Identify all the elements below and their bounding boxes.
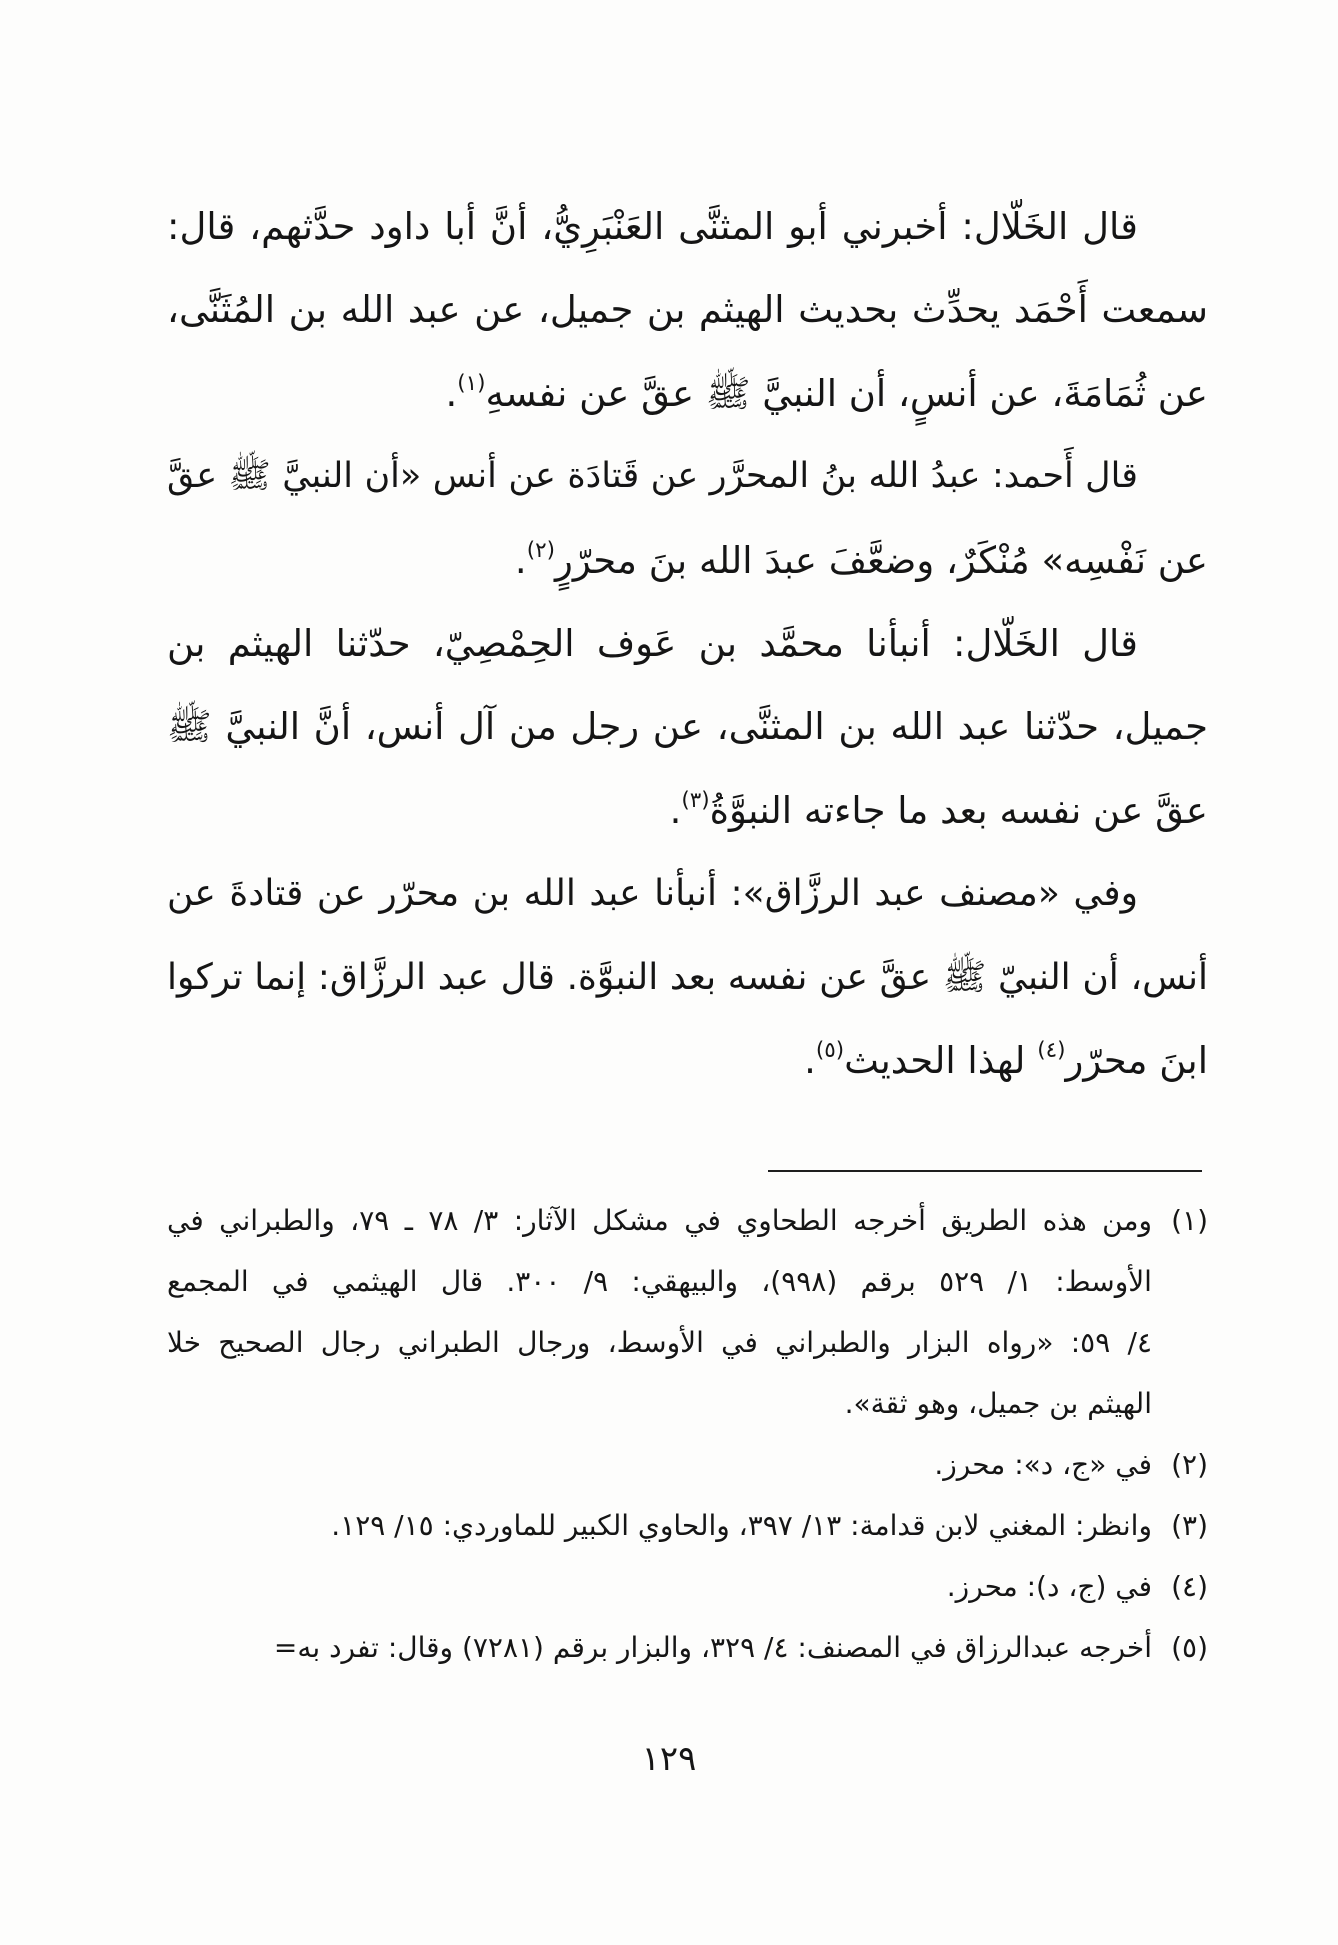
footnote-ref: (١) — [457, 370, 486, 396]
text-line: عن نَفْسِه» مُنْكَرٌ، وضعَّفَ عبدَ الله بنَ محرّرٍ$^{(٢)}$. — [514, 537, 1208, 582]
footnote-line: في (ج، د): محرز. — [946, 1570, 1152, 1603]
text-line: وفي «مصنف عبد الرزَّاق»: أنبأنا عبد الله بن محرّر عن قتادةَ عن — [167, 873, 1138, 915]
paragraph — [167, 602, 1208, 852]
footnote-body — [136, 1617, 1152, 1678]
text-line: سمعت أَحْمَد يحدِّث بحديث الهيثم بن جميل، عن عبد الله بن المُثَنَّى، — [167, 288, 1208, 332]
paragraph — [167, 435, 1208, 602]
footnote-separator — [768, 1170, 1202, 1172]
footnote-body — [167, 1495, 1152, 1556]
footnote-line: ٤/ ٥٩: «رواه البزار والطبراني في الأوسط، ورجال الطبراني رجال الصحيح خلا — [167, 1326, 1152, 1359]
footnote — [167, 1434, 1208, 1495]
footnote — [167, 1617, 1208, 1678]
text-line: قال الخَلّال: أخبرني أبو المثنَّى العَنْبَرِيُّ، أنَّ أبا داود حدَّثهم، قال: — [167, 205, 1138, 248]
footnote-body — [167, 1556, 1152, 1617]
footnote-ref: (٥) — [815, 1037, 845, 1063]
paragraph — [167, 852, 1208, 1102]
footnote-number: (١) — [1171, 1204, 1208, 1237]
paragraph — [167, 185, 1208, 435]
footnote-ref: (٤) — [1037, 1037, 1066, 1063]
text-line: عن ثُمَامَةَ، عن أنسٍ، أن النبيَّ ﷺ عقَّ عن نفسهِ$^{(١)}$. — [445, 370, 1208, 415]
footnote — [167, 1495, 1208, 1556]
footnote-line: الهيثم بن جميل، وهو ثقة». — [844, 1387, 1152, 1420]
footnote-body — [167, 1190, 1152, 1434]
footnote-number: (٢) — [1171, 1448, 1208, 1481]
footnote — [167, 1190, 1208, 1434]
footnote-line: وانظر: المغني لابن قدامة: ١٣/ ٣٩٧، والحاوي الكبير للماوردي: ١٥/ ١٢٩. — [331, 1509, 1152, 1542]
footnote-body — [167, 1434, 1152, 1495]
text-line: قال الخَلّال: أنبأنا محمَّد بن عَوف الحِمْصِيّ، حدّثنا الهيثم بن — [167, 622, 1138, 666]
footnote-ref: (٢) — [526, 537, 555, 563]
footnote-line: ومن هذه الطريق أخرجه الطحاوي في مشكل الآثار: ٣/ ٧٨ ـ ٧٩، والطبراني في — [167, 1204, 1153, 1237]
main-text — [167, 185, 1208, 1102]
text-line: جميل، حدّثنا عبد الله بن المثنَّى، عن رجل من آل أنس، أنَّ النبيَّ ﷺ — [167, 705, 1208, 749]
footnote-number: (٤) — [1171, 1570, 1208, 1603]
footnote-line: أخرجه عبدالرزاق في المصنف: ٤/ ٣٢٩، والبزار برقم (٧٢٨١) وقال: تفرد به= — [273, 1631, 1152, 1664]
footnote-number: (٥) — [1171, 1631, 1208, 1664]
text-line: ابنَ محرّر$^{(٤)}$ لهذا الحديث$^{(٥)}$. — [804, 1037, 1208, 1083]
page-number: ١٢٩ — [641, 1739, 697, 1779]
footnote-number: (٣) — [1171, 1509, 1208, 1542]
text-line: عقَّ عن نفسه بعد ما جاءته النبوَّةُ$^{(٣)}$. — [669, 787, 1208, 832]
footnote — [167, 1556, 1208, 1617]
footnote-line: في «ج، د»: محرز. — [934, 1448, 1152, 1481]
text-line: أنس، أن النبيّ ﷺ عقَّ عن نفسه بعد النبوَّة. قال عبد الرزَّاق: إنما تركوا — [167, 956, 1208, 998]
footnote-ref: (٣) — [681, 787, 710, 813]
footnote-line: الأوسط: ١/ ٥٢٩ برقم (٩٩٨)، والبيهقي: ٩/ ٣٠٠. قال الهيثمي في المجمع — [167, 1265, 1152, 1298]
footnotes — [167, 1190, 1208, 1678]
text-line: قال أَحمد: عبدُ الله بنُ المحرَّر عن قَتادَة عن أنس «أن النبيَّ ﷺ عقَّ — [167, 456, 1138, 497]
